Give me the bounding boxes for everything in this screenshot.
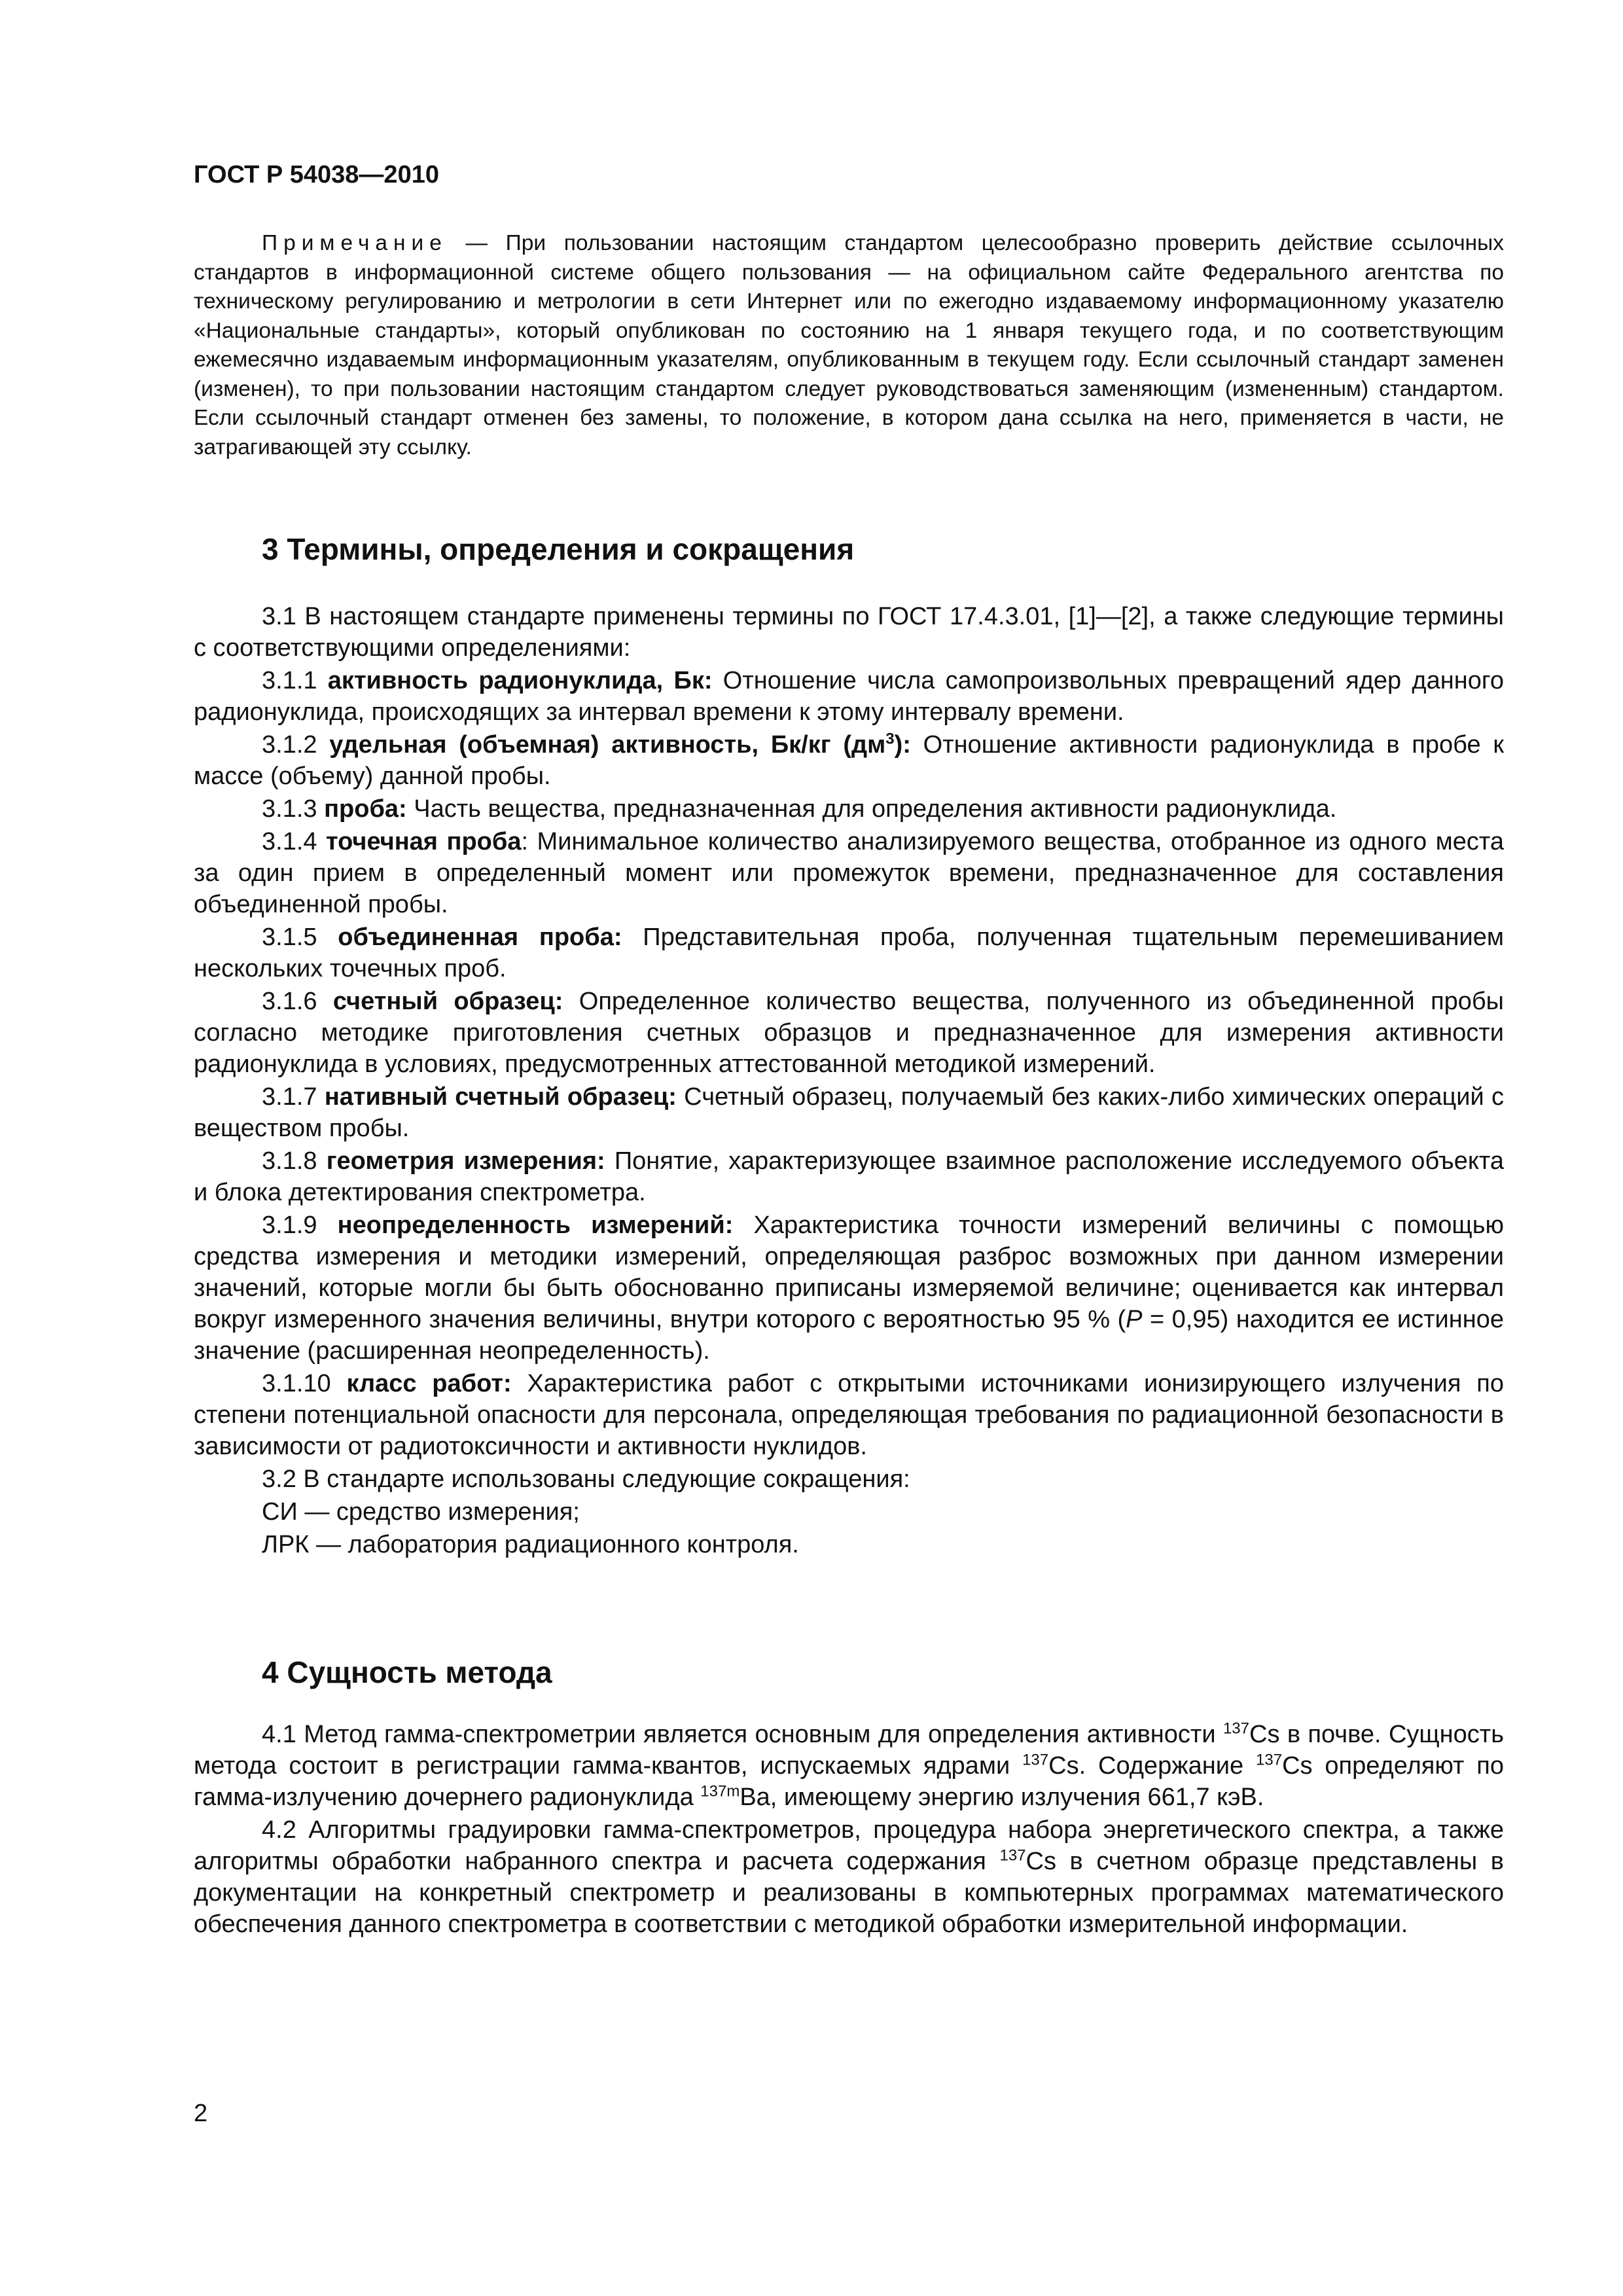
term-end: ): xyxy=(894,731,911,759)
clause-number: 3.1.8 xyxy=(262,1147,327,1175)
term: нативный счетный образец: xyxy=(324,1083,677,1111)
term: активность радионуклида, Бк: xyxy=(327,667,713,694)
term-superscript: 3 xyxy=(885,730,895,748)
clause-4-2 xyxy=(194,1814,1504,1940)
clause-3-1-7 xyxy=(194,1081,1504,1144)
term: точечная проба xyxy=(326,828,522,855)
definition: Характеристика точности измерений величины с помощью средства измерения и методики измерений, определяющая разброс возможных при данном измерении значений, которые могли бы быть обоснованно приписаны измеряемой величине; оценивается как интервал вокруг измеренного значения величины, внутри которого с вероятностью 95 % ( xyxy=(194,1211,1504,1333)
abbreviation-lrk: ЛРК — лаборатория радиационного контроля. xyxy=(262,1531,799,1558)
clause-3-1-6 xyxy=(194,986,1504,1080)
definition-end: = 0,95) находится ее истинное значение (расширенная неопределенность). xyxy=(194,1306,1504,1365)
clause-number: 3.1.4 xyxy=(262,828,327,855)
definition: Отношение активности радионуклида в пробе к массе (объему) данной пробы. xyxy=(194,731,1504,790)
term: проба: xyxy=(324,795,407,823)
document-header: ГОСТ Р 54038—2010 xyxy=(194,161,439,188)
clause-number: 3.1.10 xyxy=(262,1370,347,1397)
clause-number: 3.1.9 xyxy=(262,1211,338,1239)
clause-3-2: 3.2 В стандарте использованы следующие сокращения: xyxy=(262,1465,910,1493)
clause-3-1-3 xyxy=(194,793,1504,825)
clause-number: 3.1.6 xyxy=(262,988,333,1015)
note-label: Примечание xyxy=(262,231,448,255)
probability-symbol: P xyxy=(1126,1306,1143,1333)
clause-4-1 xyxy=(194,1719,1504,1813)
definition: Отношение числа самопроизвольных превращений ядер данного радионуклида, происходящих за интервал времени к этому интервалу времени. xyxy=(194,667,1504,726)
clause-3-1-9 xyxy=(194,1210,1504,1367)
clause-number: 3.1.2 xyxy=(262,731,330,759)
definition: Часть вещества, предназначенная для определения активности радионуклида. xyxy=(406,795,1337,823)
term-text: удельная (объемная) активность, Бк/кг (дм xyxy=(329,731,886,759)
isotope-superscript: 137 xyxy=(1022,1751,1049,1769)
text-run: Cs в почве. Сущность метода состоит в регистрации гамма-квантов, испускаемых ядрами xyxy=(194,1721,1504,1780)
note-text: — При пользовании настоящим стандартом целесообразно проверить действие ссылочных стандартов в информационной системе общего пользования — на официальном сайте Федерального агентства по техническому регулированию и метрологии в сети Интернет или по ежегодно издаваемому информационному указателю «Национальные стандарты», который опубликован по состоянию на 1 января текущего года, и по соответствующим ежемесячно издаваемым информационным указателям, опубликованным в текущем году. Если ссылочный стандарт заменен (изменен), то при пользовании настоящим стандартом следует руководствоваться заменяющим (измененным) стандартом. Если ссылочный стандарт отменен без замены, то положение, в котором дана ссылка на него, применяется в части, не затрагивающей эту ссылку. xyxy=(194,231,1504,459)
clause-3-1-10 xyxy=(194,1368,1504,1462)
clause-number: 3.1.5 xyxy=(262,924,338,951)
text-run: Cs в счетном образце представлены в документации на конкретный спектрометр и реализованы в компьютерных программах математического обеспечения данного спектрометра в соответствии с методикой обработки измерительной информации. xyxy=(194,1848,1504,1938)
term: счетный образец: xyxy=(332,988,563,1015)
text-run: Cs. Содержание xyxy=(1048,1752,1257,1780)
section-3-body xyxy=(194,601,1504,1560)
abbreviation-si: СИ — средство измерения; xyxy=(262,1498,580,1526)
clause-3-1-4 xyxy=(194,826,1504,920)
text-run: 4.2 Алгоритмы градуировки гамма-спектрометров, процедура набора энергетического спектра, а также алгоритмы обработки набранного спектра и расчета содержания xyxy=(194,1816,1504,1875)
definition: : Минимальное количество анализируемого вещества, отобранное из одного места за один прием в определенный момент или промежуток времени, предназначенное для составления объединенной пробы. xyxy=(194,828,1505,918)
term: геометрия измерения: xyxy=(326,1147,605,1175)
isotope-superscript: 137 xyxy=(1256,1751,1283,1769)
text-run: Ba, имеющему энергию излучения 661,7 кэВ. xyxy=(740,1784,1264,1811)
clause-3-1-8 xyxy=(194,1145,1504,1208)
clause-number: 3.1.1 xyxy=(262,667,328,694)
clause-number: 3.1.3 xyxy=(262,795,325,823)
definition: Представительная проба, полученная тщательным перемешиванием нескольких точечных проб. xyxy=(194,924,1504,982)
definition: Характеристика работ с открытыми источниками ионизирующего излучения по степени потенциальной опасности для персонала, определяющая требования по радиационной безопасности в зависимости от радиотоксичности и активности нуклидов. xyxy=(194,1370,1504,1460)
page-number: 2 xyxy=(194,2100,208,2127)
section-4-body xyxy=(194,1719,1504,1940)
isotope-superscript: 137m xyxy=(700,1782,740,1801)
term: объединенная проба: xyxy=(338,924,622,951)
section-3-title: 3 Термины, определения и сокращения xyxy=(262,532,855,566)
text-run: 4.1 Метод гамма-спектрометрии является основным для определения активности xyxy=(262,1721,1223,1748)
clause-number: 3.1.7 xyxy=(262,1083,325,1111)
clause-3-1-2 xyxy=(194,729,1504,792)
text-run: Cs определяют по гамма-излучению дочернего радионуклида xyxy=(194,1752,1505,1811)
definition: Счетный образец, получаемый без каких-либо химических операций с веществом пробы. xyxy=(194,1083,1505,1142)
section-4-title: 4 Сущность метода xyxy=(262,1655,552,1689)
isotope-superscript: 137 xyxy=(1222,1719,1249,1738)
note-block xyxy=(194,229,1504,462)
note-paragraph xyxy=(194,229,1504,462)
isotope-superscript: 137 xyxy=(999,1846,1026,1865)
clause-3-1-1 xyxy=(194,665,1504,728)
clause-3-1-5 xyxy=(194,922,1504,984)
clause-3-1: 3.1 В настоящем стандарте применены термины по ГОСТ 17.4.3.01, [1]—[2], а также следующие термины с соответствующими определениями: xyxy=(194,603,1504,662)
definition: Определенное количество вещества, полученного из объединенной пробы согласно методике приготовления счетных образцов и предназначенное для измерения активности радионуклида в условиях, предусмотренных аттестованной методикой измерений. xyxy=(194,988,1504,1078)
term: класс работ: xyxy=(346,1370,512,1397)
definition: Понятие, характеризующее взаимное расположение исследуемого объекта и блока детектирования спектрометра. xyxy=(194,1147,1504,1206)
term: неопределенность измерений: xyxy=(337,1211,734,1239)
term xyxy=(329,731,911,759)
